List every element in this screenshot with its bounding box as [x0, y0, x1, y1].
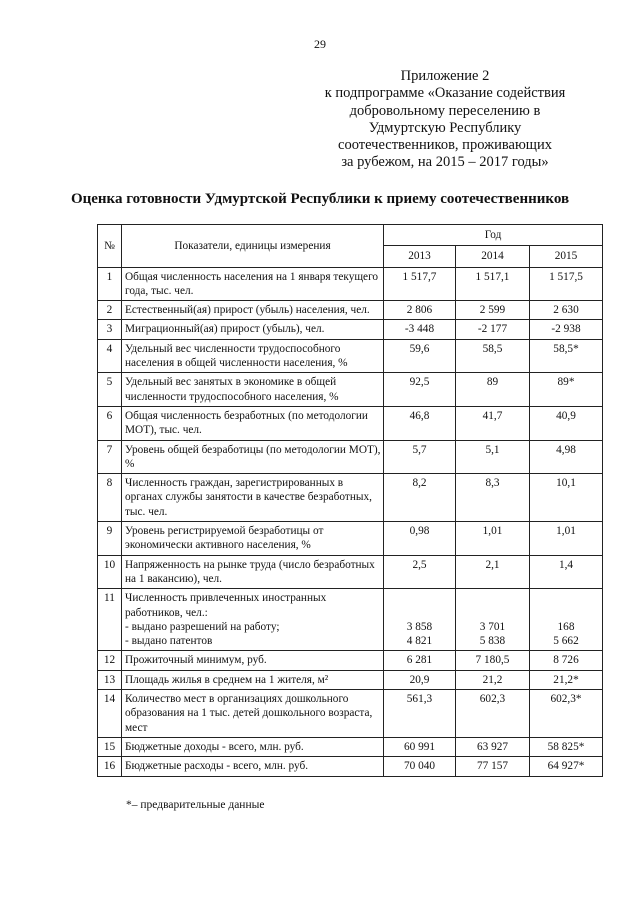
- table-row: [98, 267, 603, 301]
- header-number: №: [98, 225, 122, 268]
- row-value-2015: 64 927*: [530, 757, 603, 776]
- row-indicator: [122, 406, 384, 440]
- table-body: [98, 267, 603, 776]
- row-value-2014: 63 927: [456, 737, 530, 756]
- row-number: 14: [98, 690, 122, 738]
- row-indicator-label: Уровень общей безработицы (по методологии МОТ), %: [125, 443, 381, 470]
- table-row: [98, 522, 603, 556]
- row-indicator-label: Площадь жилья в среднем на 1 жителя, м²: [125, 673, 329, 686]
- row-number: 1: [98, 267, 122, 301]
- row-number: 13: [98, 670, 122, 689]
- row-indicator-label: Напряженность на рынке труда (число безработных на 1 вакансию), чел.: [125, 558, 375, 585]
- row-value-2015: 89*: [530, 373, 603, 407]
- row-indicator-label: Удельный вес численности трудоспособного населения в общей численности населения, %: [125, 342, 348, 370]
- row-value-2013: 2,5: [384, 555, 456, 589]
- row-number: 8: [98, 474, 122, 522]
- row-number: 2: [98, 301, 122, 320]
- page-number: 29: [314, 37, 326, 51]
- row-indicator-label: Общая численность безработных (по методологии МОТ), тыс. чел.: [125, 409, 368, 437]
- row-indicator: [122, 522, 384, 556]
- header-year-2014: 2014: [456, 246, 530, 267]
- row-indicator: [122, 474, 384, 522]
- appendix-line: за рубежом, на 2015 – 2017 годы»: [341, 154, 549, 171]
- appendix-line: к подпрограмме «Оказание содействия: [324, 85, 566, 102]
- row-number: 16: [98, 757, 122, 776]
- row-value-2015: 10,1: [530, 474, 603, 522]
- table-row: [98, 320, 603, 339]
- row-value-2013: 2 806: [384, 301, 456, 320]
- row-number: 6: [98, 406, 122, 440]
- row-indicator-label: Уровень регистрируемой безработицы от экономически активного населения, %: [125, 525, 324, 552]
- row-indicator-label: Миграционный(ая) прирост (убыль), чел.: [125, 323, 325, 336]
- row-number: 11: [98, 589, 122, 651]
- row-value-2014: 602,3: [456, 690, 530, 738]
- table-row: [98, 373, 603, 407]
- row-indicator: [122, 301, 384, 320]
- row-value-2013: 561,3: [384, 690, 456, 738]
- row-indicator: [122, 651, 384, 670]
- table-row: [98, 690, 603, 738]
- table-row: [98, 757, 603, 776]
- row-value-2014: 3 701 5 838: [456, 589, 530, 651]
- row-indicator: [122, 670, 384, 689]
- row-number: 3: [98, 320, 122, 339]
- row-number: 12: [98, 651, 122, 670]
- row-indicator: [122, 373, 384, 407]
- row-indicator: [122, 757, 384, 776]
- row-value-2013: 60 991: [384, 737, 456, 756]
- row-value-2013: -3 448: [384, 320, 456, 339]
- row-indicator: [122, 440, 384, 474]
- appendix-line: Удмуртскую Республику: [368, 119, 522, 136]
- indicators-table: [97, 224, 603, 777]
- document-title: Оценка готовности Удмуртской Республики к приему соотечественников: [70, 191, 570, 207]
- appendix-heading: [300, 68, 590, 172]
- header-indicator: Показатели, единицы измерения: [122, 225, 384, 268]
- row-indicator: [122, 320, 384, 339]
- row-value-2013: 1 517,7: [384, 267, 456, 301]
- row-value-2015: 602,3*: [530, 690, 603, 738]
- row-value-2015: 168 5 662: [530, 589, 603, 651]
- row-value-2013: 5,7: [384, 440, 456, 474]
- row-value-2015: 1,01: [530, 522, 603, 556]
- row-value-2013: 59,6: [384, 339, 456, 373]
- row-value-2015: 21,2*: [530, 670, 603, 689]
- row-value-2015: 2 630: [530, 301, 603, 320]
- row-value-2013: 0,98: [384, 522, 456, 556]
- table-row: [98, 339, 603, 373]
- row-number: 5: [98, 373, 122, 407]
- appendix-line: соотечественников, проживающих: [338, 137, 552, 154]
- row-indicator-label: Естественный(ая) прирост (убыль) населения, чел.: [125, 304, 370, 317]
- row-indicator-label: Количество мест в организациях дошкольного образования на 1 тыс. детей дошкольного возраста, мест: [125, 693, 373, 734]
- row-indicator: [122, 555, 384, 589]
- row-value-2014: 8,3: [456, 474, 530, 522]
- row-value-2014: 58,5: [456, 339, 530, 373]
- header-year-2013: 2013: [384, 246, 456, 267]
- row-value-2014: 89: [456, 373, 530, 407]
- row-value-2015: 58 825*: [530, 737, 603, 756]
- row-number: 9: [98, 522, 122, 556]
- row-indicator: [122, 589, 384, 651]
- row-value-2013: 3 858 4 821: [384, 589, 456, 651]
- row-value-2015: 1,4: [530, 555, 603, 589]
- row-indicator-sub: - выдано разрешений на работу;: [125, 620, 280, 633]
- row-value-2014: 2,1: [456, 555, 530, 589]
- appendix-line: Приложение 2: [400, 68, 490, 84]
- row-number: 10: [98, 555, 122, 589]
- table-row: [98, 670, 603, 689]
- table-row: [98, 651, 603, 670]
- row-indicator-label: Численность привлеченных иностранных работников, чел.:: [125, 592, 327, 619]
- footnote: *– предварительные данные: [126, 799, 265, 811]
- row-value-2015: -2 938: [530, 320, 603, 339]
- table-row: [98, 440, 603, 474]
- row-value-2014: 7 180,5: [456, 651, 530, 670]
- row-value-2015: 40,9: [530, 406, 603, 440]
- row-value-2014: 77 157: [456, 757, 530, 776]
- table-row: [98, 406, 603, 440]
- row-value-2013: 46,8: [384, 406, 456, 440]
- row-indicator-label: Удельный вес занятых в экономике в общей численности трудоспособного населения, %: [125, 376, 339, 403]
- row-indicator-label: Численность граждан, зарегистрированных в органах службы занятости в качестве безработных, тыс. чел.: [125, 477, 372, 518]
- row-value-2015: 1 517,5: [530, 267, 603, 301]
- row-value-2015: 8 726: [530, 651, 603, 670]
- row-value-2015: 4,98: [530, 440, 603, 474]
- row-value-2013: 6 281: [384, 651, 456, 670]
- row-indicator: [122, 737, 384, 756]
- row-indicator-label: Общая численность населения на 1 января текущего года, тыс. чел.: [125, 270, 379, 297]
- row-value-2014: 2 599: [456, 301, 530, 320]
- row-value-2014: 1 517,1: [456, 267, 530, 301]
- row-value-2013: 8,2: [384, 474, 456, 522]
- row-value-2013: 20,9: [384, 670, 456, 689]
- table-row: [98, 555, 603, 589]
- table-row: [98, 301, 603, 320]
- appendix-line: добровольному переселению в: [349, 102, 541, 119]
- header-year-2015: 2015: [530, 246, 603, 267]
- row-value-2014: 21,2: [456, 670, 530, 689]
- row-value-2014: 41,7: [456, 406, 530, 440]
- row-value-2014: -2 177: [456, 320, 530, 339]
- row-indicator-label: Прожиточный минимум, руб.: [125, 654, 267, 667]
- row-indicator-label: Бюджетные доходы - всего, млн. руб.: [125, 740, 304, 753]
- table-row: [98, 589, 603, 651]
- row-number: 7: [98, 440, 122, 474]
- row-number: 15: [98, 737, 122, 756]
- row-value-2013: 92,5: [384, 373, 456, 407]
- row-number: 4: [98, 339, 122, 373]
- row-indicator-sub: - выдано патентов: [125, 635, 213, 648]
- row-indicator: [122, 267, 384, 301]
- row-value-2013: 70 040: [384, 757, 456, 776]
- row-value-2014: 1,01: [456, 522, 530, 556]
- row-value-2015: 58,5*: [530, 339, 603, 373]
- header-year: Год: [384, 225, 603, 246]
- row-value-2014: 5,1: [456, 440, 530, 474]
- row-indicator: [122, 690, 384, 738]
- table-row: [98, 737, 603, 756]
- row-indicator-label: Бюджетные расходы - всего, млн. руб.: [125, 760, 309, 773]
- row-indicator: [122, 339, 384, 373]
- table-row: [98, 474, 603, 522]
